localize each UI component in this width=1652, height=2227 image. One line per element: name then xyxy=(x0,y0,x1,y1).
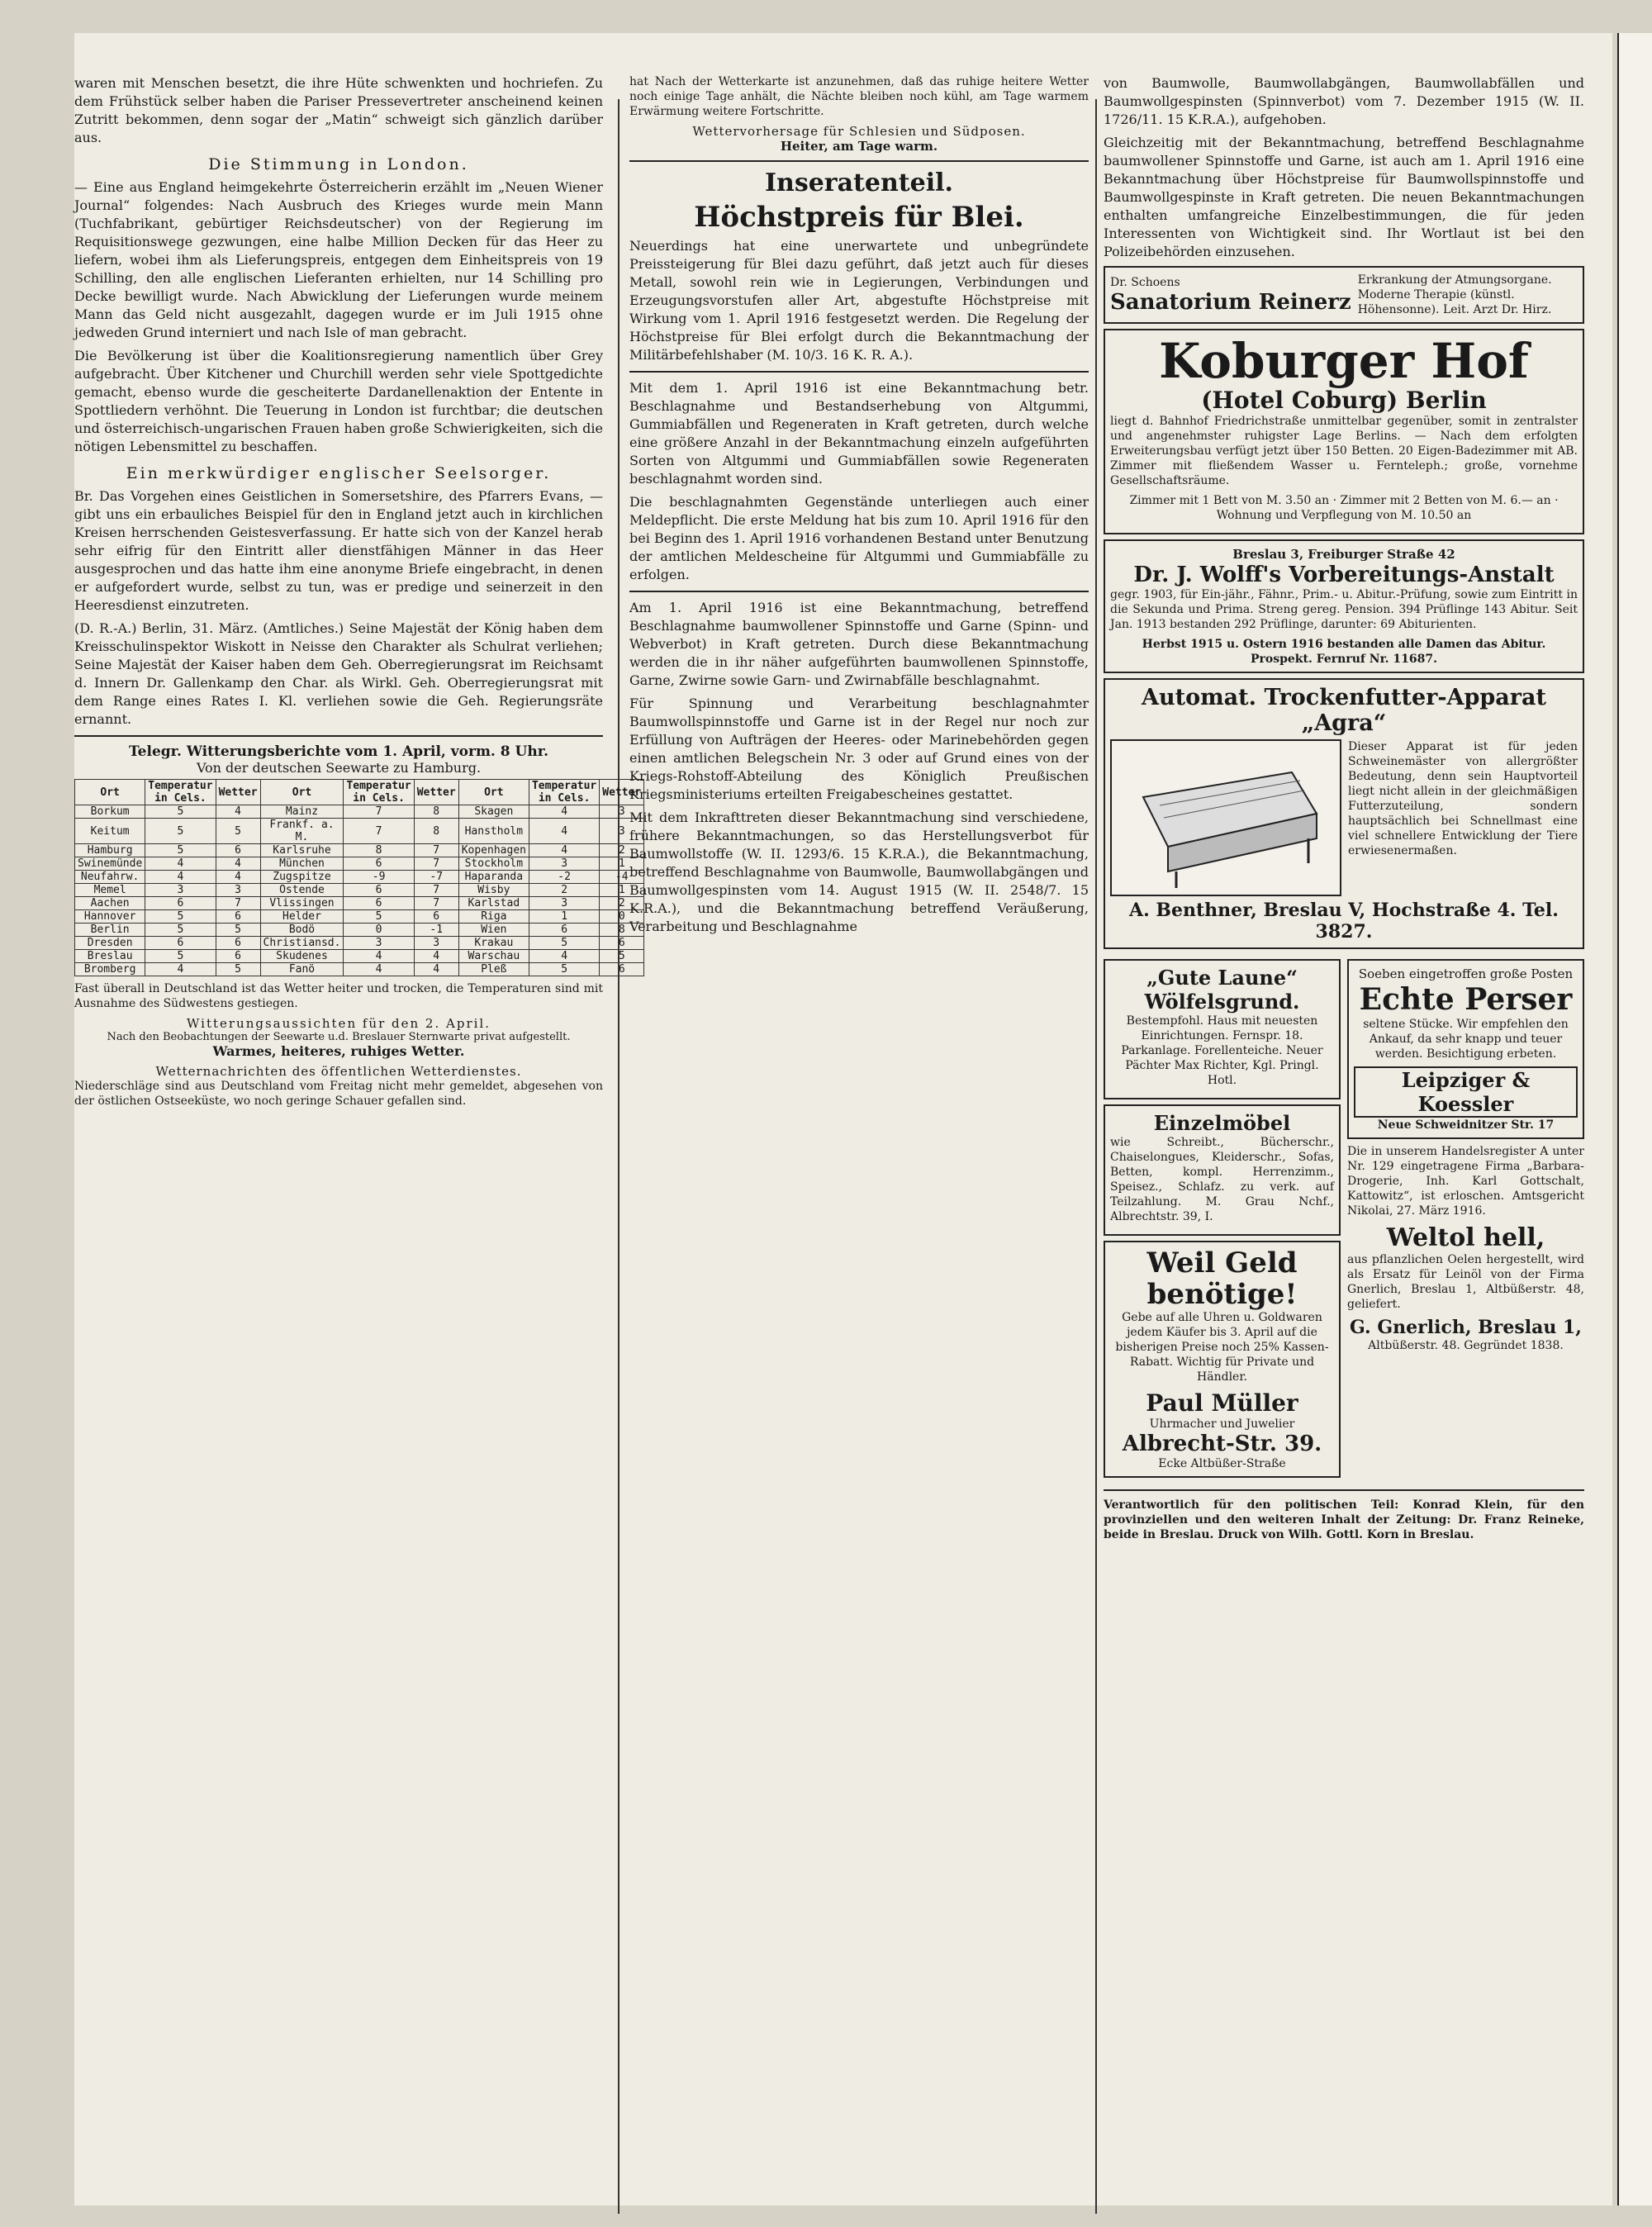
weather-table-cell: Riga xyxy=(458,910,529,924)
weather-table-cell: 3 xyxy=(344,937,414,950)
weather-table-cell: Karlsruhe xyxy=(260,844,344,857)
weather-table-cell: Keitum xyxy=(75,819,145,844)
weather-table-cell: Neufahrw. xyxy=(75,871,145,884)
weather-table-cell: 5 xyxy=(145,819,216,844)
weather-table-cell: 7 xyxy=(414,844,458,857)
weather-table-cell: -2 xyxy=(529,871,599,884)
weather-table-row xyxy=(75,963,644,976)
weather-news-title: Wetternachrichten des öffentlichen Wetterdienstes. xyxy=(155,1064,522,1079)
weather-table-cell: -1 xyxy=(414,924,458,937)
weather-table-cell: 4 xyxy=(529,819,599,844)
weather-table-cell: 8 xyxy=(414,805,458,819)
baumwolle-paragraph: Am 1. April 1916 ist eine Bekanntmachung, betreffend Beschlagnahme baumwollener Spinnstoffe und Garne (Spinn- und Webverbot) in Kraft getreten. Durch diese Bekanntmachung werden die in ihr näher aufgeführten baumwollenen Spinnstoffe, Garne, Zwirne sowie Garn- und Zwirnabfälle beschlagnahmt. xyxy=(629,600,1089,688)
weather-table-cell: 6 xyxy=(344,884,414,897)
weather-table-cell: 4 xyxy=(414,950,458,963)
weather-table-cell: 3 xyxy=(529,857,599,871)
weather-table-cell: Hannover xyxy=(75,910,145,924)
ad-wolff-school xyxy=(1104,539,1584,673)
weather-table-row xyxy=(75,857,644,871)
weather-table-cell: Aachen xyxy=(75,897,145,910)
geld-name: Paul Müller xyxy=(1146,1389,1298,1417)
column-1 xyxy=(74,74,642,1114)
weather-table-cell: Wien xyxy=(458,924,529,937)
weather-table-cell: 1 xyxy=(600,884,644,897)
weather-table-cell: 6 xyxy=(344,897,414,910)
weather-table-row xyxy=(75,924,644,937)
leipziger-name: Leipziger & Koessler xyxy=(1354,1066,1578,1118)
column-2 xyxy=(629,74,1089,941)
weather-news-text: Niederschläge sind aus Deutschland vom Freitag nicht mehr gemeldet, abgesehen von der östlichen Ostseeküste, wo noch geringe Schauer gefallen sind. xyxy=(74,1080,603,1108)
weather-table-cell: 4 xyxy=(529,844,599,857)
weather-table-cell: Breslau xyxy=(75,950,145,963)
divider xyxy=(629,591,1089,592)
ad-einzelmoebel xyxy=(1104,1104,1341,1236)
weather-table-header: Ort xyxy=(75,780,145,805)
inkrafttreten-paragraph: Mit dem Inkrafttreten dieser Bekanntmachung sind verschiedene, frühere Bekanntmachungen, so das Herstellungsverbot für Baumwollstoffe (W. II. 1293/6. 15 K.R.A.), die Bekanntmachung, betreffend Beschlagnahme von Baumwolle, Baumwollabgängen und Baumwollgespinsten vom 14. August 1915 (W. II. 2548/7. 15 K.R.A.), und die Bekanntmachung betreffend Veräußerung, Verarbeitung und Beschlagnahme xyxy=(629,810,1089,934)
weather-table-cell: 6 xyxy=(344,857,414,871)
weather-table-cell: 7 xyxy=(414,884,458,897)
weather-note: Fast überall in Deutschland ist das Wetter heiter und trocken, die Temperaturen sind mit Ausnahme des Südwestens gestiegen. xyxy=(74,982,603,1010)
weather-table-cell: 3 xyxy=(600,819,644,844)
weather-table-cell: 6 xyxy=(216,950,260,963)
weather-table-header: Ort xyxy=(458,780,529,805)
weather-table-cell: Bodö xyxy=(260,924,344,937)
weather-table-cell: Vlissingen xyxy=(260,897,344,910)
weather-table-cell: -9 xyxy=(344,871,414,884)
weather-table-cell: 5 xyxy=(529,937,599,950)
hotel-subtitle: (Hotel Coburg) Berlin xyxy=(1201,387,1487,414)
weather-table-cell: Haparanda xyxy=(458,871,529,884)
weather-table-cell: 6 xyxy=(216,910,260,924)
weather-table-cell: 6 xyxy=(216,844,260,857)
weather-table-cell: 3 xyxy=(414,937,458,950)
weather-table-cell: 6 xyxy=(600,963,644,976)
weather-table-cell: 2 xyxy=(600,897,644,910)
handelsregister-text: Die in unserem Handelsregister A unter Nr. 129 eingetragene Firma „Barbara-Drogerie, Inh. Karl Gottschalt, Kattowitz“, ist erloschen. Amtsgericht Nikolai, 27. März 1916. xyxy=(1347,1145,1584,1218)
weather-table-cell: 4 xyxy=(344,950,414,963)
weather-table-cell: 5 xyxy=(600,950,644,963)
weather-table-cell: Warschau xyxy=(458,950,529,963)
column-3 xyxy=(1104,74,1584,1547)
article-title-blei: Höchstpreis für Blei. xyxy=(694,201,1024,234)
weltol-title: Weltol hell, xyxy=(1386,1223,1545,1252)
weather-table-cell: Berlin xyxy=(75,924,145,937)
weather-table-cell: 2 xyxy=(529,884,599,897)
intro-paragraph: waren mit Menschen besetzt, die ihre Hüte schwenkten und hochriefen. Zu dem Frühstück selber haben die Pariser Pressevertreter anscheinend keinen Zutritt bekommen, denn sogar der „Matin“ schweigt sich gänzlich darüber aus. xyxy=(74,75,603,145)
blei-paragraph: Neuerdings hat eine unerwartete und unbegründete Preissteigerung für Blei dazu geführt, daß jetzt auch für dieses Metall, sowohl rein wie in Legierungen, Verbindungen und Erzeugungsvorstufen aller Art, abgestufte Höchstpreise mit Wirkung vom 1. April 1916 festgesetzt werden. Die Regelung der Höchstpreise für Blei erfolgt durch die Bekanntmachung der Militärbefehlshaber (M. 10/3. 16 K. R. A.). xyxy=(629,238,1089,363)
weather-table-cell: 3 xyxy=(529,897,599,910)
perser-top: Soeben eingetroffen große Posten xyxy=(1358,966,1574,981)
weather-table-cell: 8 xyxy=(344,844,414,857)
weather-table-row xyxy=(75,897,644,910)
forecast-silesia: Wettervorhersage für Schlesien und Südposen. xyxy=(692,124,1026,139)
divider xyxy=(74,735,603,737)
weather-table-cell: Krakau xyxy=(458,937,529,950)
london-paragraph-1: — Eine aus England heimgekehrte Österreicherin erzählt im „Neuen Wiener Journal“ folgendes: Nach Ausbruch des Krieges wurde mein Mann (Tuchfabrikant, gebürtiger Reichsdeutscher) von der Regierung im Requisitionswege gezwungen, eine halbe Million Decken für das Heer zu liefern, wobei ihm als Lieferungspreis, entgegen dem Einheitspreis von 19 Schilling, den alle englischen Lieferanten erhielten, nur 14 Schilling pro Decke bewilligt wurde. Nach Abwicklung der Lieferungen wurde meinem Mann das Geld nicht ausgezahlt, dagegen wurde er im Juli 1915 ohne jedweden Grund interniert und nach Isle of man gebracht. xyxy=(74,179,603,340)
geld-text: Gebe auf alle Uhren u. Goldwaren jedem Käufer bis 3. April auf die bisherigen Preise noch 25% Kassen-Rabatt. Wichtig für Private und Händler. xyxy=(1115,1311,1329,1384)
weather-table-row xyxy=(75,937,644,950)
baumwolle-cont-paragraph: von Baumwolle, Baumwollabgängen, Baumwollabfällen und Baumwollgespinsten (Spinnverbot) vom 7. Dezember 1915 (W. II. 1726/11. 15 K.R.A.), aufgehoben. xyxy=(1104,75,1584,127)
weather-table-cell: 7 xyxy=(344,805,414,819)
weather-table-cell: 6 xyxy=(216,937,260,950)
hotel-title: Koburger Hof xyxy=(1159,333,1529,389)
forecast-silesia-text: Heiter, am Tage warm. xyxy=(780,139,938,154)
gnerlich-name: G. Gnerlich, Breslau 1, xyxy=(1350,1317,1582,1338)
weather-table-cell: 3 xyxy=(145,884,216,897)
weather-table-cell: 5 xyxy=(344,910,414,924)
school-address: Breslau 3, Freiburger Straße 42 xyxy=(1232,547,1455,562)
spinnung-paragraph: Für Spinnung und Verarbeitung beschlagnahmter Baumwollspinnstoffe und Garne ist in der Regel nur noch zur Erfüllung von Aufträgen der Heeres- oder Marinebehörden gegen einen amtlichen Belegschein Nr. 3 oder auf Grund eines von der Kriegs-Rohstoff-Abteilung des Königlich Preußischen Kriegsministeriums erteilten Freigabescheines gestattet. xyxy=(629,696,1089,802)
divider xyxy=(1104,1489,1584,1491)
weather-table-cell: 5 xyxy=(216,819,260,844)
weather-table-cell: 1 xyxy=(529,910,599,924)
weather-table-cell: 4 xyxy=(529,805,599,819)
gnerlich-subtitle: Altbüßerstr. 48. Gegründet 1838. xyxy=(1368,1339,1564,1352)
geld-subtitle: Uhrmacher und Juwelier xyxy=(1149,1417,1295,1431)
gute-laune-text: Bestempfohl. Haus mit neuesten Einrichtungen. Fernspr. 18. Parkanlage. Forellenteiche. Neuer Pächter Max Richter, Kgl. Pringl. Hotl. xyxy=(1121,1014,1323,1087)
weather-table-row xyxy=(75,910,644,924)
weather-table-cell: 4 xyxy=(414,963,458,976)
weather-table xyxy=(74,779,644,976)
weather-table-header: Ort xyxy=(260,780,344,805)
weather-table-cell: 7 xyxy=(414,897,458,910)
feeder-illustration xyxy=(1110,739,1341,896)
school-note: Herbst 1915 u. Ostern 1916 bestanden alle Damen das Abitur. Prospekt. Fernruf Nr. 11687. xyxy=(1142,638,1546,666)
weather-table-cell: 5 xyxy=(145,924,216,937)
weather-table-header: Temperatur in Cels. xyxy=(344,780,414,805)
ad-echte-perser xyxy=(1347,959,1584,1139)
school-text: gegr. 1903, für Ein-jähr., Fähnr., Prim.- u. Abitur.-Prüfung, sowie zum Eintritt in die Sekunda und Prima. Streng gereg. Pension. 394 Prüflinge 143 Abitur. Seit Jan. 1913 bestanden 292 Prüflinge, darunter: 69 Abiturienten. xyxy=(1110,588,1578,631)
perser-text: seltene Stücke. Wir empfehlen den Ankauf, da sehr knapp und teuer werden. Besichtigung erbeten. xyxy=(1363,1018,1569,1061)
weather-table-row xyxy=(75,805,644,819)
heading-london: Die Stimmung in London. xyxy=(208,155,469,173)
weather-table-cell: 1 xyxy=(600,857,644,871)
gute-laune-title: „Gute Laune“ Wölfelsgrund. xyxy=(1144,966,1300,1014)
heading-seelsorger: Ein merkwürdiger englischer Seelsorger. xyxy=(126,464,552,482)
weather-table-cell: 5 xyxy=(529,963,599,976)
hotel-text: liegt d. Bahnhof Friedrichstraße unmittelbar gegenüber, somit in zentralster und angenehmster ruhigster Lage Berlins. — Nach dem erfolgten Erweiterungsbau verfügt jetzt über 150 Betten. 20 Eigen-Badezimmer mit AB. Zimmer mit fließendem Wasser u. Fernteleph.; große, vornehme Gesellschaftsräume. xyxy=(1110,415,1578,487)
weather-table-cell: -7 xyxy=(414,871,458,884)
geld-address: Albrecht-Str. 39. xyxy=(1122,1432,1322,1456)
sanatorium-name: Sanatorium Reinerz xyxy=(1110,290,1351,315)
weather-table-cell: Ostende xyxy=(260,884,344,897)
weather-table-cell: Karlstad xyxy=(458,897,529,910)
weather-table-cell: Kopenhagen xyxy=(458,844,529,857)
weather-table-header: Temperatur in Cels. xyxy=(529,780,599,805)
forecast-text: Warmes, heiteres, ruhiges Wetter. xyxy=(212,1043,465,1059)
weather-table-cell: 3 xyxy=(600,805,644,819)
imprint-footer: Verantwortlich für den politischen Teil: Konrad Klein, für den provinziellen und den weiteren Inhalt der Zeitung: Dr. Franz Reineke, beide in Breslau. Druck von Wilh. Gottl. Korn in Breslau. xyxy=(1104,1498,1584,1541)
column-divider xyxy=(618,99,620,2214)
ad-gute-laune xyxy=(1104,959,1341,1099)
agra-title: Automat. Trockenfutter-Apparat „Agra“ xyxy=(1142,685,1546,736)
weather-table-cell: Dresden xyxy=(75,937,145,950)
weather-table-cell: Pleß xyxy=(458,963,529,976)
weather-table-cell: 5 xyxy=(145,950,216,963)
weather-table-cell: Fanö xyxy=(260,963,344,976)
weather-table-header: Wetter xyxy=(600,780,644,805)
weather-table-cell: 8 xyxy=(414,819,458,844)
weather-table-cell: Hamburg xyxy=(75,844,145,857)
weather-table-cell: 4 xyxy=(145,857,216,871)
weather-table-cell: 7 xyxy=(414,857,458,871)
weather-table-cell: 4 xyxy=(216,857,260,871)
weather-table-cell: 6 xyxy=(600,937,644,950)
weather-report-title: Telegr. Witterungsberichte vom 1. April, vorm. 8 Uhr. xyxy=(128,743,549,760)
seelsorger-paragraph: Br. Das Vorgehen eines Geistlichen in Somersetshire, des Pfarrers Evans, — gibt uns ein erbauliches Beispiel für den in England jetzt auch in kirchlichen Kreisen herrschenden Geistesverfassung. Er hatte sich von der Kanzel herab sehr eifrig für den Eintritt aller dienstfähigen Männer in das Heer ausgesprochen und das hatte ihm eine anonyme Briefe eingebracht, in denen er aufgefordert wurde, selbst zu tun, was er predige und seinerzeit in den Heeresdienst einzutreten. xyxy=(74,488,603,613)
amtliches-paragraph: (D. R.-A.) Berlin, 31. März. (Amtliches.) Seine Majestät der König haben dem Kreisschulinspektor Wiskott in Neisse den Charakter als Schulrat verliehen; Seine Majestät der Kaiser haben dem Geh. Oberregierungsrat im Reichsamt d. Innern Dr. Gallenkamp den Char. als Wirkl. Geh. Oberregierungsrat mit dem Range eines Rates I. Kl. verliehen sowie die Geh. Regierungsräte ernannt. xyxy=(74,620,603,727)
weather-table-cell: Swinemünde xyxy=(75,857,145,871)
weather-table-header: Wetter xyxy=(414,780,458,805)
weather-table-cell: 8 xyxy=(600,924,644,937)
weather-table-cell: 0 xyxy=(344,924,414,937)
weather-table-row xyxy=(75,844,644,857)
einzelmoebel-text: wie Schreibt., Bücherschr., Chaiselongues, Kleiderschr., Sofas, Betten, kompl. Herrenzimm., Speisez., Schlafz. zu verk. auf Teilzahlung. M. Grau Nchf., Albrechtstr. 39, I. xyxy=(1110,1136,1334,1223)
weather-table-cell: Bromberg xyxy=(75,963,145,976)
column-divider xyxy=(1095,99,1097,2214)
inserate-section-title: Inseratenteil. xyxy=(764,169,953,197)
gummi-paragraph: Mit dem 1. April 1916 ist eine Bekanntmachung betr. Beschlagnahme und Bestandserhebung von Altgummi, Gummiabfällen und Regeneraten in Kraft getreten, durch welche eine größere Anzahl in der Bekanntmachung einzeln aufgeführten Sorten von Altgummi und Gummiabfällen sowie Regeneraten beschlagnahmt worden sind. xyxy=(629,380,1089,487)
ad-koburger-hof xyxy=(1104,329,1584,534)
weather-table-cell: Mainz xyxy=(260,805,344,819)
weather-table-cell: München xyxy=(260,857,344,871)
weather-table-cell: 5 xyxy=(145,805,216,819)
weather-table-cell: Zugspitze xyxy=(260,871,344,884)
weather-table-cell: 4 xyxy=(344,963,414,976)
meldepflicht-paragraph: Die beschlagnahmten Gegenstände unterliegen auch einer Meldepflicht. Die erste Meldung hat bis zum 10. April 1916 für den bei Beginn des 1. April 1916 vorhandenen Bestand unter Benutzung der amtlichen Meldescheine für Altgummi und Gummiabfälle zu erfolgen. xyxy=(629,494,1089,582)
weather-table-cell: Hanstholm xyxy=(458,819,529,844)
weather-table-header: Temperatur in Cels. xyxy=(145,780,216,805)
sanatorium-info: Erkrankung der Atmungsorgane. Moderne Therapie (künstl. Höhensonne). Leit. Arzt Dr. Hirz. xyxy=(1357,273,1552,316)
weather-report-subtitle: Von der deutschen Seewarte zu Hamburg. xyxy=(196,760,482,776)
weather-table-cell: 2 xyxy=(600,844,644,857)
london-paragraph-2: Die Bevölkerung ist über die Koalitionsregierung namentlich über Grey aufgebracht. Über Kitchener und Churchill werden sehr viele Spottgedichte gemacht, ebenso wurde die gescheiterte Dardanellenaktion der Entente in Spottliedern verhöhnt. Die Teuerung in London ist furchtbar; die deutschen und österreichisch-ungarischen Frauen haben große Schwierigkeiten, sich die nötigen Lebensmittel zu beschaffen. xyxy=(74,348,603,454)
weather-table-cell: 5 xyxy=(216,963,260,976)
ad-agra xyxy=(1104,678,1584,949)
weather-table-cell: Stockholm xyxy=(458,857,529,871)
weather-table-cell: Wisby xyxy=(458,884,529,897)
weltol-text: aus pflanzlichen Oelen hergestellt, wird als Ersatz für Leinöl von der Firma Gnerlich, Breslau 1, Altbüßerstr. 48, geliefert. xyxy=(1347,1253,1584,1311)
weather-table-cell: Christiansd. xyxy=(260,937,344,950)
leipziger-address: Neue Schweidnitzer Str. 17 xyxy=(1377,1118,1555,1132)
ad-weil-geld xyxy=(1104,1241,1341,1478)
weather-table-cell: Borkum xyxy=(75,805,145,819)
weather-table-cell: 4 xyxy=(529,950,599,963)
school-title: Dr. J. Wolff's Vorbereitungs-Anstalt xyxy=(1133,563,1555,587)
page-edge-strip xyxy=(1617,33,1652,2206)
divider xyxy=(629,160,1089,162)
weather-table-cell: Frankf. a. M. xyxy=(260,819,344,844)
weather-table-cell: Memel xyxy=(75,884,145,897)
agra-footer: A. Benthner, Breslau V, Hochstraße 4. Tel. 3827. xyxy=(1129,900,1559,943)
weather-table-cell: 6 xyxy=(414,910,458,924)
weather-table-row xyxy=(75,871,644,884)
weather-table-cell: 5 xyxy=(145,844,216,857)
sanatorium-doctor: Dr. Schoens xyxy=(1110,276,1180,289)
weather-table-cell: Helder xyxy=(260,910,344,924)
weather-table-cell: 6 xyxy=(145,897,216,910)
weather-table-cell: 6 xyxy=(145,937,216,950)
forecast-subtitle: Nach den Beobachtungen der Seewarte u.d. Breslauer Sternwarte privat aufgestellt. xyxy=(107,1031,571,1043)
weather-table-cell: -4 xyxy=(600,871,644,884)
weather-table-cell: 3 xyxy=(216,884,260,897)
divider xyxy=(629,371,1089,373)
weather-table-cell: 5 xyxy=(145,910,216,924)
weather-table-cell: 6 xyxy=(529,924,599,937)
weather-table-header: Wetter xyxy=(216,780,260,805)
weather-table-row xyxy=(75,884,644,897)
weather-table-cell: 7 xyxy=(216,897,260,910)
weather-table-cell: Skudenes xyxy=(260,950,344,963)
forecast-title: Witterungsaussichten für den 2. April. xyxy=(187,1016,491,1031)
weather-table-cell: 5 xyxy=(216,924,260,937)
hoechstpreise-paragraph: Gleichzeitig mit der Bekanntmachung, betreffend Beschlagnahme baumwollener Spinnstoffe und Garne, ist auch am 1. April 1916 eine Bekanntmachung über Höchstpreise für Baumwollspinnstoffe und Baumwollgespinste in Kraft getreten. Die neuen Bekanntmachungen enthalten umfangreiche Einzelbestimmungen, die für jeden Interessenten von Wichtigkeit sind. Ihr Wortlaut ist bei den Polizeibehörden einzusehen. xyxy=(1104,135,1584,259)
weather-table-row xyxy=(75,819,644,844)
weather-table-cell: 4 xyxy=(216,871,260,884)
einzelmoebel-title: Einzelmöbel xyxy=(1153,1111,1291,1135)
weather-table-row xyxy=(75,950,644,963)
geld-title: Weil Geld benötige! xyxy=(1146,1246,1298,1311)
weather-table-cell: 4 xyxy=(145,963,216,976)
hotel-prices: Zimmer mit 1 Bett von M. 3.50 an · Zimmer mit 2 Betten von M. 6.— an · Wohnung und Verpflegung von M. 10.50 an xyxy=(1129,494,1559,522)
weather-table-cell: 0 xyxy=(600,910,644,924)
agra-text: Dieser Apparat ist für jeden Schweinemäster von allergrößter Bedeutung, denn sein Hauptvorteil liegt nicht allein in der gleichmäßigen Futterzuteilung, sondern hauptsächlich bei Schnellmast eine viel schnellere Entwicklung der Tiere erwiesenermaßen. xyxy=(1348,740,1578,857)
weather-table-cell: Skagen xyxy=(458,805,529,819)
weather-table-cell: 4 xyxy=(216,805,260,819)
ad-sanatorium xyxy=(1104,266,1584,324)
weather-top-text: hat Nach der Wetterkarte ist anzunehmen, daß das ruhige heitere Wetter noch einige Tage anhält, die Nächte bleiben noch kühl, am Tage warmem Erwärmung weitere Fortschritte. xyxy=(629,75,1089,118)
weather-table-cell: 4 xyxy=(145,871,216,884)
geld-address-2: Ecke Altbüßer-Straße xyxy=(1158,1457,1286,1470)
perser-title: Echte Perser xyxy=(1359,982,1573,1017)
weather-table-cell: 7 xyxy=(344,819,414,844)
